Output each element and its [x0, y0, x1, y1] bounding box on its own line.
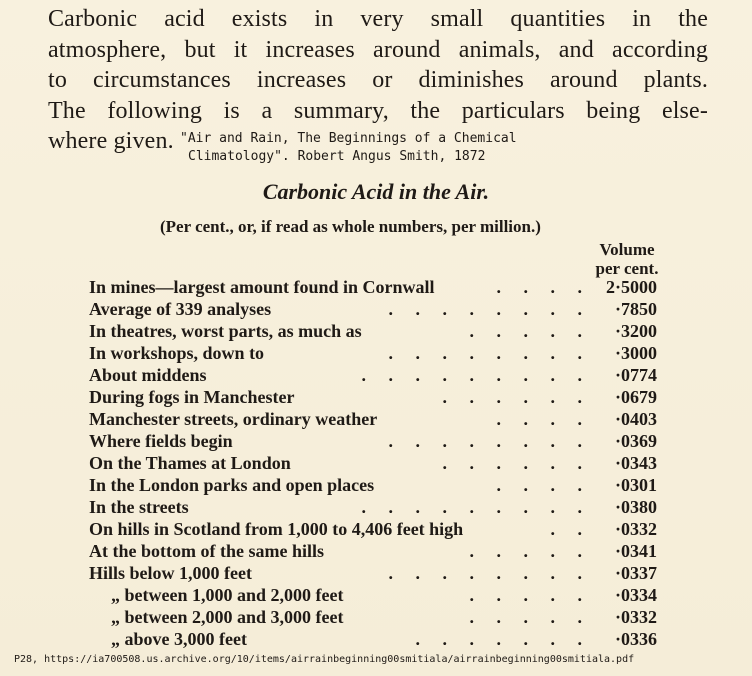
row-label: In the streets [89, 497, 189, 517]
table-row [0, 386, 752, 408]
table-row [0, 364, 752, 386]
intro-line-5: where given. [48, 128, 174, 154]
row-label: At the bottom of the same hills [89, 541, 324, 561]
volume-column-header [594, 240, 660, 278]
row-value: ·0341 [614, 541, 657, 561]
intro-line-3: to circumstances increases or diminishes around plants. [48, 67, 708, 93]
table-row [0, 584, 752, 606]
table-row [0, 540, 752, 562]
row-label: About middens [89, 365, 207, 385]
row-label: In the London parks and open places [89, 475, 375, 495]
row-value: ·0369 [614, 431, 657, 451]
row-value: ·0337 [614, 563, 657, 583]
row-label: In workshops, down to [89, 343, 265, 363]
row-label: „ between 2,000 and 3,000 feet [111, 607, 344, 627]
table-row [0, 276, 752, 298]
table-row [0, 430, 752, 452]
leader-dots: . . . . . . . . [388, 299, 582, 319]
row-label: Where fields begin [89, 431, 233, 451]
row-value: ·0679 [614, 387, 657, 407]
row-value: ·0336 [614, 629, 657, 649]
row-label: „ between 1,000 and 2,000 feet [111, 585, 344, 605]
table-row [0, 320, 752, 342]
table-row [0, 628, 752, 650]
table-row [0, 342, 752, 364]
leader-dots: . . . . . . . [415, 629, 582, 649]
leader-dots: . . . . [496, 475, 582, 495]
row-value: 2·5000 [605, 277, 657, 297]
row-value: ·0774 [614, 365, 657, 385]
leader-dots: . . . . . . . . . [361, 365, 582, 385]
intro-line-1: Carbonic acid exists in very small quantities in the [48, 6, 708, 32]
leader-dots: . . . . . . . . [388, 343, 582, 363]
table-subtitle: (Per cent., or, if read as whole numbers, per million.) [160, 217, 541, 236]
leader-dots: . . . . . . . . [388, 563, 582, 583]
row-value: ·0332 [614, 519, 657, 539]
row-value: ·3200 [614, 321, 657, 341]
table-title: Carbonic Acid in the Air. [262, 179, 490, 204]
volume-header-line-1: Volume [599, 240, 655, 259]
table-row [0, 518, 752, 540]
row-label: Hills below 1,000 feet [89, 563, 252, 583]
row-label: In theatres, worst parts, as much as [89, 321, 362, 341]
row-label: Manchester streets, ordinary weather [89, 409, 378, 429]
table-row [0, 496, 752, 518]
citation-line-1: "Air and Rain, The Beginnings of a Chemical [180, 131, 517, 146]
table-row [0, 606, 752, 628]
intro-line-2: atmosphere, but it increases around animals, and according [48, 36, 708, 63]
table-row [0, 408, 752, 430]
row-value: ·0403 [614, 409, 657, 429]
leader-dots: . . . . . [469, 607, 582, 627]
volume-header-line-2: per cent. [595, 259, 659, 278]
leader-dots: . . [550, 519, 582, 539]
leader-dots: . . . . [496, 409, 582, 429]
row-value: ·3000 [614, 343, 657, 363]
row-value: ·7850 [614, 299, 657, 319]
leader-dots: . . . . [496, 277, 582, 297]
row-value: ·0343 [614, 453, 657, 473]
table-row [0, 298, 752, 320]
row-value: ·0380 [614, 497, 657, 517]
table-row [0, 452, 752, 474]
row-value: ·0334 [614, 585, 657, 605]
row-label: Average of 339 analyses [89, 299, 272, 319]
leader-dots: . . . . . . . . [388, 431, 582, 451]
leader-dots: . . . . . . [442, 387, 582, 407]
table-row [0, 562, 752, 584]
row-label: During fogs in Manchester [89, 387, 295, 407]
row-label: On the Thames at London [89, 453, 291, 473]
intro-line-4: The following is a summary, the particulars being else- [48, 97, 708, 124]
leader-dots: . . . . . . [442, 453, 582, 473]
row-label: In mines—largest amount found in Cornwall [89, 277, 435, 297]
leader-dots: . . . . . [469, 321, 582, 341]
source-footer: P28, https://ia700508.us.archive.org/10/items/airrainbeginning00smitiala/airrainbeginning00smitiala.pdf [14, 654, 635, 665]
leader-dots: . . . . . . . . . [361, 497, 582, 517]
row-label: On hills in Scotland from 1,000 to 4,406 feet high [89, 519, 464, 539]
leader-dots: . . . . . [469, 585, 582, 605]
row-label: „ above 3,000 feet [111, 629, 247, 649]
leader-dots: . . . . . [469, 541, 582, 561]
citation-line-2: Climatology". Robert Angus Smith, 1872 [188, 149, 486, 164]
row-value: ·0301 [614, 475, 657, 495]
row-value: ·0332 [614, 607, 657, 627]
table-row [0, 474, 752, 496]
